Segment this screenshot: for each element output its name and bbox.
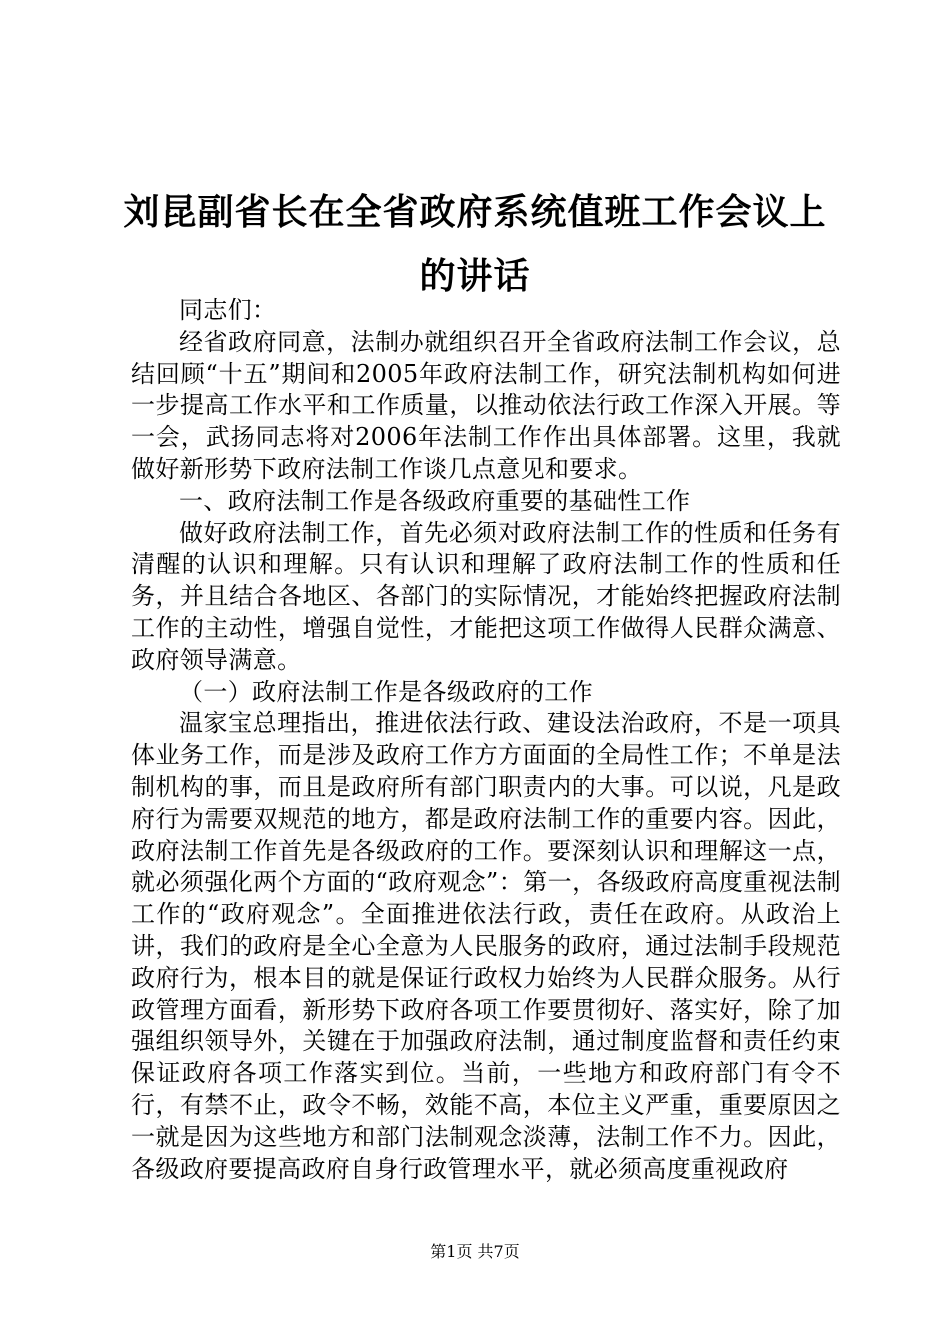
paragraph-section-1: 做好政府法制工作，首先必须对政府法制工作的性质和任务有清醒的认识和理解。只有认识和理解了政府法制工作的性质和任务，并且结合各地区、各部门的实际情况，才能始终把握政府法制工作的主动性，增强自觉性，才能把这项工作做得人民群众满意、政府领导满意。 <box>131 518 841 674</box>
paragraph-intro: 经省政府同意，法制办就组织召开全省政府法制工作会议，总结回顾“十五”期间和2005年政府法制工作，研究法制机构如何进一步提高工作水平和工作质量，以推动依法行政工作深入开展。等一会，武扬同志将对2006年法制工作作出具体部署。这里，我就做好新形势下政府法制工作谈几点意见和要求。 <box>131 327 841 483</box>
document-body <box>131 295 841 1185</box>
document-title: 刘昆副省长在全省政府系统值班工作会议上的讲话 <box>123 191 827 297</box>
paragraph-subsection-1: 温家宝总理指出，推进依法行政、建设法治政府，不是一项具体业务工作，而是涉及政府工作方方面面的全局性工作；不单是法制机构的事，而且是政府所有部门职责内的大事。可以说，凡是政府行为需要双规范的地方，都是政府法制工作的重要内容。因此，政府法制工作首先是各级政府的工作。要深刻认识和理解这一点，就必须强化两个方面的“政府观念”：第一，各级政府高度重视法制工作的“政府观念”。全面推进依法行政，责任在政府。从政治上讲，我们的政府是全心全意为人民服务的政府，通过法制手段规范政府行为，根本目的就是保证行政权力始终为人民群众服务。从行政管理方面看，新形势下政府各项工作要贯彻好、落实好，除了加强组织领导外，关键在于加强政府法制，通过制度监督和责任约束保证政府各项工作落实到位。当前，一些地方和政府部门有令不行，有禁不止，政令不畅，效能不高，本位主义严重，重要原因之一就是因为这些地方和部门法制观念淡薄，法制工作不力。因此，各级政府要提高政府自身行政管理水平，就必须高度重视政府 <box>131 709 841 1183</box>
page-footer: 第1页 共7页 <box>430 1242 520 1261</box>
section-heading-1: 一、政府法制工作是各级政府重要的基础性工作 <box>179 486 691 515</box>
subsection-heading-1: （一）政府法制工作是各级政府的工作 <box>179 677 593 706</box>
salutation: 同志们： <box>179 296 277 324</box>
